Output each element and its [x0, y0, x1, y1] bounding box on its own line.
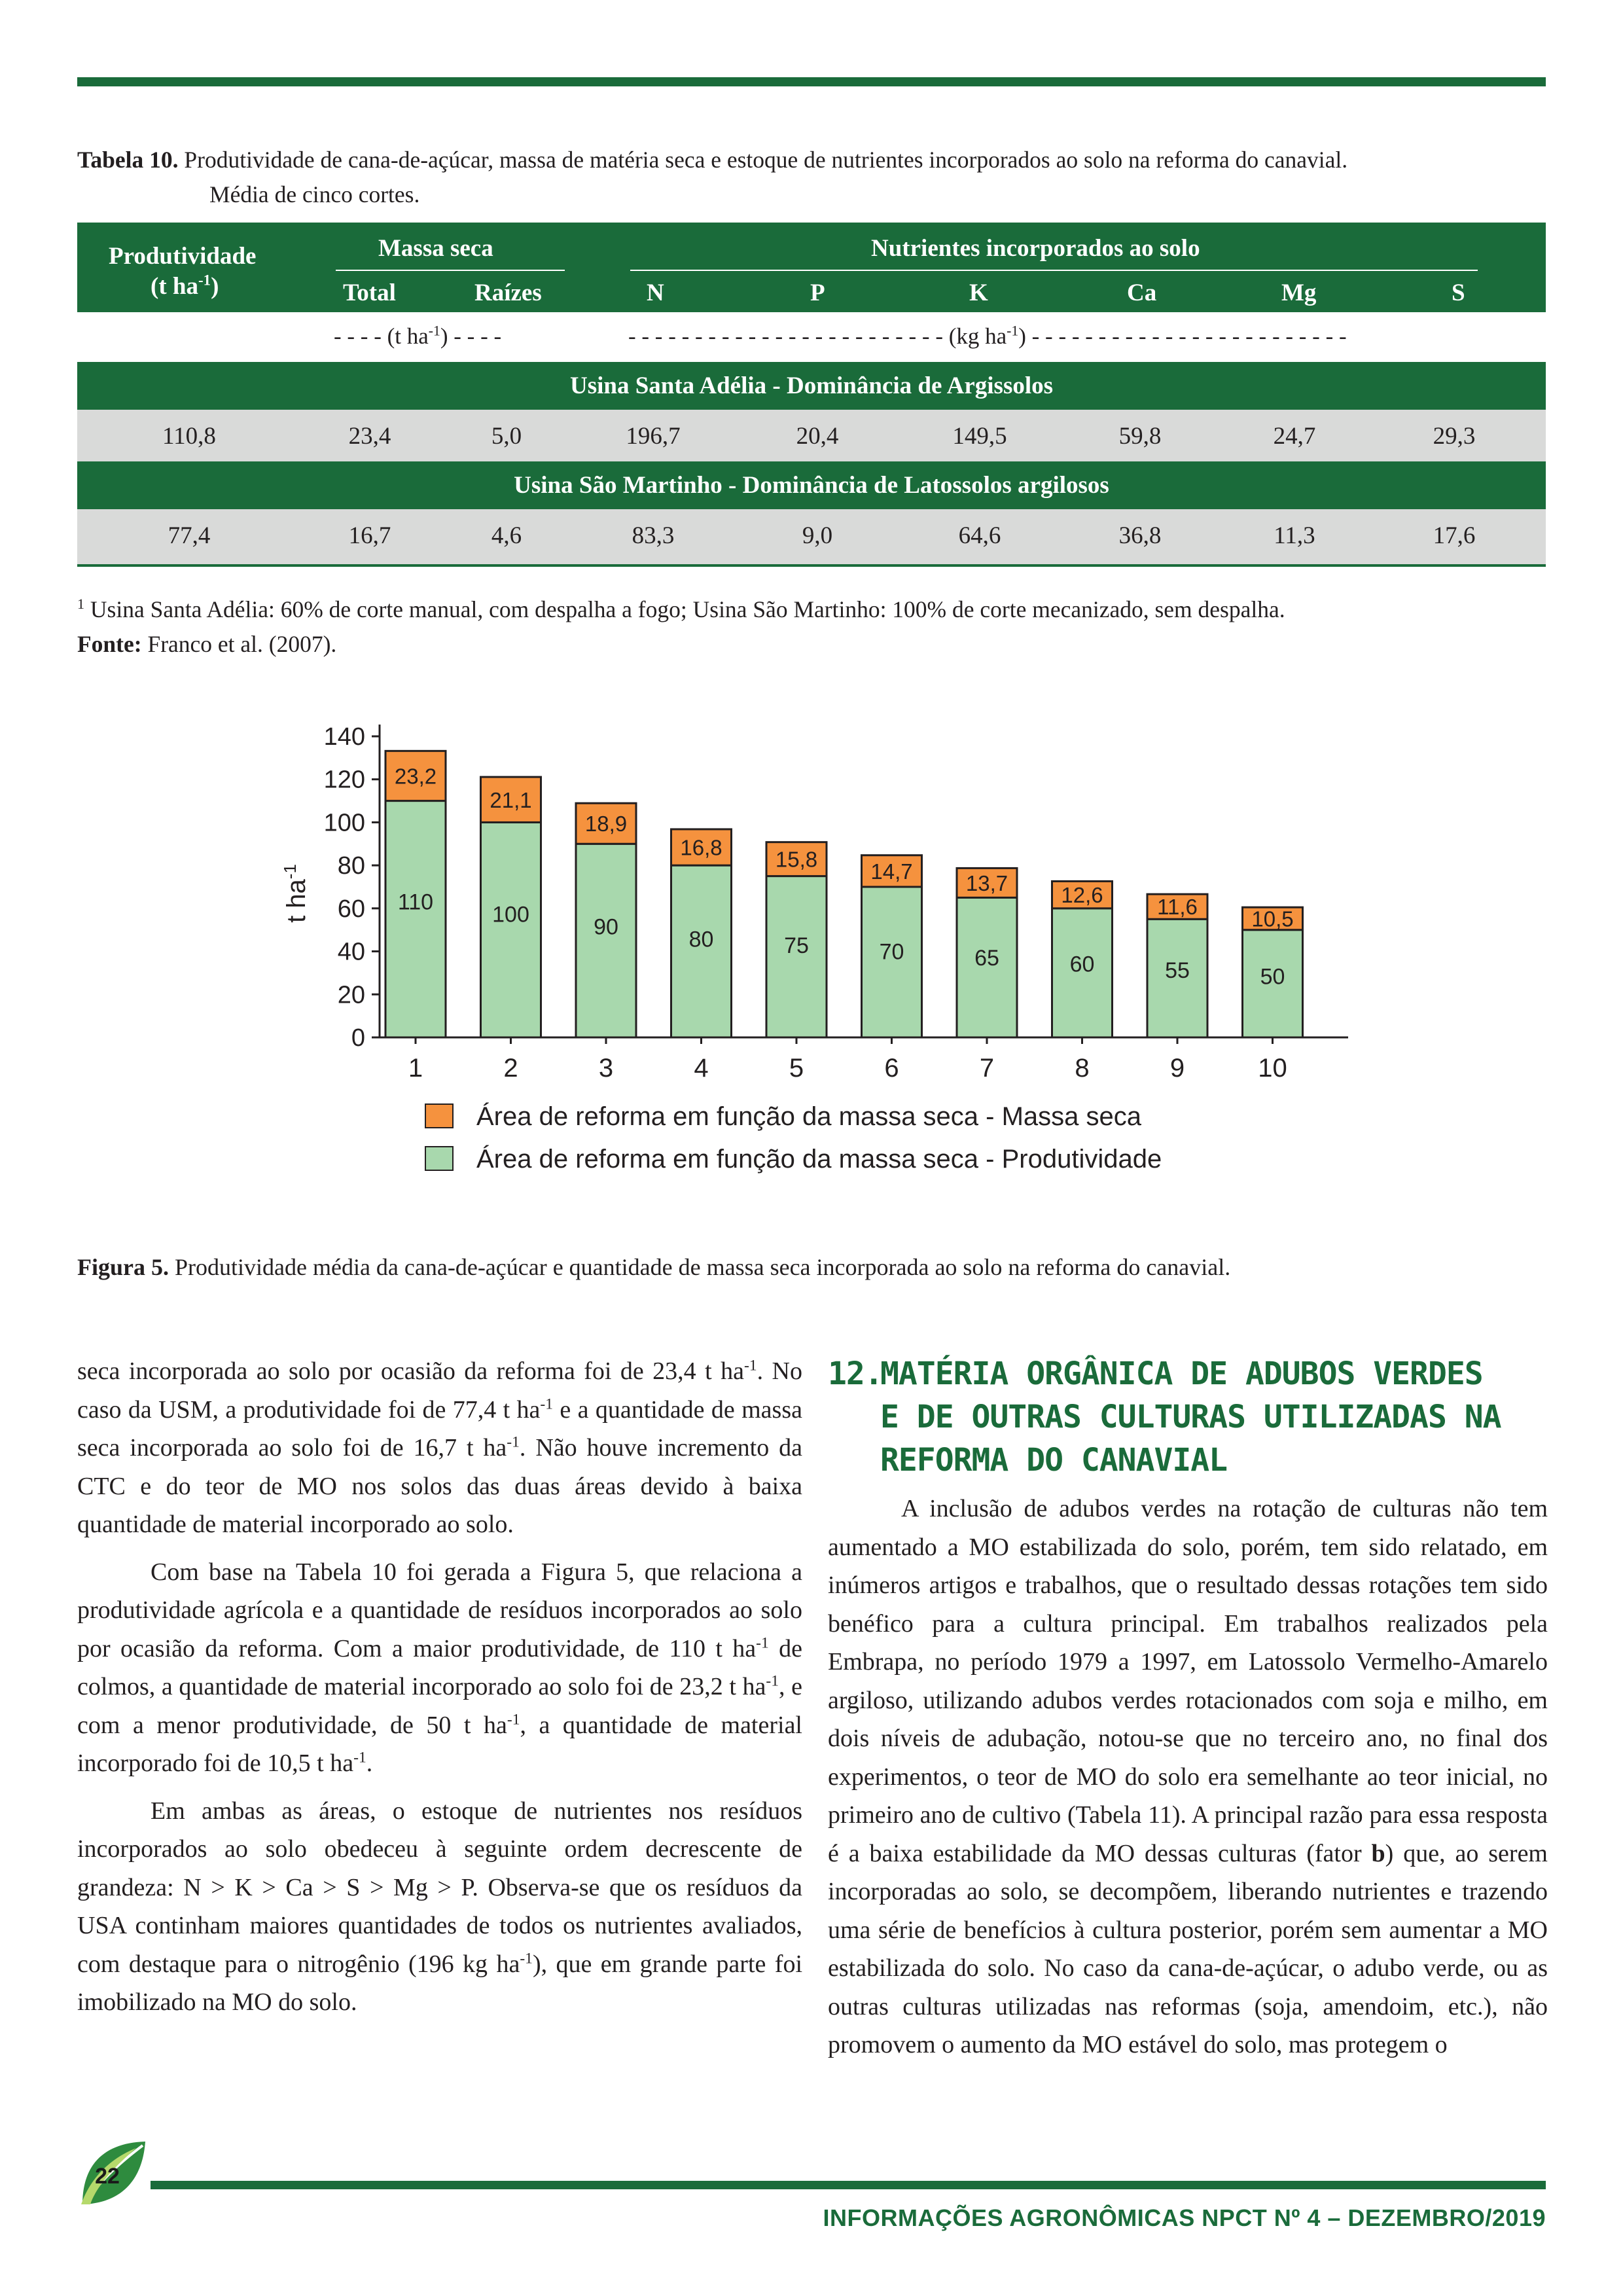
- legend-label: Área de reforma em função da massa seca - Massa seca: [476, 1102, 1142, 1131]
- y-axis-label: t $ha^{-1}$: [280, 864, 311, 923]
- journal-footer: INFORMAÇÕES AGRONÔMICAS NPCT Nº 4 – DEZEMBRO/2019: [823, 2204, 1546, 2231]
- data-label: 10,5: [1251, 906, 1294, 931]
- data-label: 11,6: [1157, 895, 1198, 920]
- header-col-n: N: [647, 279, 664, 306]
- data-label: 15,8: [775, 847, 818, 872]
- cell-produtividade: 77,4: [168, 522, 211, 549]
- header-col-ca: Ca: [1127, 279, 1157, 306]
- header-underline-massa: [336, 270, 565, 271]
- x-tick-label: 3: [598, 1054, 614, 1083]
- paragraph: Com base na Tabela 10 foi gerada a Figura 5, que relaciona a produtividade agrícola e a quantidade de resíduos incorporados ao solo por ocasião da reforma. Com a maior produtividade, de 110 t $ha^{-1}$ de colmos, a quantidade de material incorporado ao solo foi de 23,2 t $ha^{-1}$, e com a menor produtividade, de 50 t $ha^{-1}$, a quantidade de material incorporado foi de 10,5 t $ha^{-1}$.: [77, 1558, 803, 1777]
- x-tick-label: 10: [1258, 1054, 1287, 1083]
- section-heading-number: 12.: [828, 1355, 883, 1392]
- cell-raizes: 5,0: [491, 423, 522, 450]
- data-table: [77, 223, 1546, 567]
- top-rule: [77, 77, 1546, 86]
- figure-caption: [77, 1250, 1550, 1285]
- data-label: 50: [1260, 964, 1285, 990]
- cell-ca: 59,8: [1118, 423, 1162, 450]
- header-produtividade-unit: (t $ha^{-1}$): [151, 272, 219, 300]
- paragraph: A inclusão de adubos verdes na rotação de culturas não tem aumentado a MO estabilizada do solo, porém, tem sido relatado, em inúmeros artigos e trabalhos, que o resultado dessas rotações tem sido benéfico para a cultura principal. Em trabalhos realizados pela Embrapa, no período 1979 a 1997, em Latossolo Vermelho-Amarelo argiloso, utilizando adubos verdes rotacionados com soja e milho, em dois níveis de adubação, notou-se que no terceiro ano, no final dos experimentos, o teor de MO do solo era semelhante ao teor inicial, no primeiro ano de cultivo (Tabela 11). A principal razão para essa resposta é a baixa estabilidade da MO dessas culturas (fator b) que, ao serem incorporadas ao solo, se decompõem, liberando nutrientes e trazendo uma série de benefícios à cultura posterior, porém sem aumentar a MO estabilizada do solo. No caso da cana-de-açúcar, o adubo verde, ou as outras culturas utilizadas nas reformas (soja, amendoim, etc.), não promovem o aumento da MO estável do solo, mas protegem o: [828, 1495, 1548, 2058]
- data-label: 23,2: [394, 764, 437, 789]
- cell-k: 149,5: [952, 423, 1007, 450]
- data-label: 60: [1069, 952, 1095, 977]
- data-label: 13,7: [965, 870, 1008, 895]
- data-label: 12,6: [1061, 883, 1103, 908]
- footer-rule: [151, 2181, 1546, 2189]
- y-tick-label: 40: [337, 938, 365, 966]
- cell-mg: 11,3: [1274, 522, 1315, 549]
- data-label: 70: [879, 939, 904, 965]
- cell-n: 83,3: [632, 522, 675, 549]
- cell-n: 196,7: [626, 423, 681, 450]
- cell-mg: 24,7: [1273, 423, 1316, 450]
- data-label: 110: [397, 889, 434, 915]
- table-caption-label: Tabela 10.: [77, 147, 179, 173]
- data-label: 80: [688, 927, 714, 952]
- data-label: 90: [594, 914, 618, 940]
- cell-p: 20,4: [796, 423, 839, 450]
- data-label: 16,8: [680, 835, 722, 860]
- data-label: 75: [784, 933, 809, 959]
- data-label: 18,9: [584, 812, 628, 836]
- legend-label: Área de reforma em função da massa seca - Produtividade: [476, 1145, 1162, 1174]
- section-heading-line: REFORMA DO CANAVIAL: [880, 1442, 1228, 1479]
- table-bottom-rule: [77, 561, 1546, 567]
- section-heading: [828, 1352, 1548, 1482]
- x-tick-label: 5: [789, 1054, 804, 1083]
- cell-k: 64,6: [958, 522, 1001, 549]
- header-col-mg: Mg: [1281, 279, 1317, 306]
- table-caption-text: Produtividade de cana-de-açúcar, massa de matéria seca e estoque de nutrientes incorporados ao solo na reforma do canavial.: [178, 147, 1348, 173]
- header-col-total: Total: [343, 279, 396, 306]
- x-tick-label: 7: [979, 1054, 995, 1083]
- header-nutrientes: Nutrientes incorporados ao solo: [871, 235, 1200, 262]
- table-header: [77, 223, 1546, 312]
- data-label: 65: [974, 946, 999, 971]
- cell-s: 17,6: [1433, 522, 1476, 549]
- y-tick-label: 0: [351, 1024, 365, 1052]
- header-col-s: S: [1452, 279, 1465, 306]
- section-title: Usina Santa Adélia - Dominância de Argissolos: [77, 362, 1546, 410]
- header-col-k: K: [969, 279, 988, 306]
- legend-swatch: [425, 1147, 453, 1170]
- source-text: Franco et al. (2007).: [141, 631, 337, 657]
- data-label: 14,7: [870, 859, 913, 884]
- header-underline-nutrientes: [630, 270, 1478, 271]
- header-col-p: P: [810, 279, 825, 306]
- table-row: [77, 410, 1546, 461]
- table-row: [77, 509, 1546, 561]
- body-column-left: [77, 1352, 802, 2022]
- cell-ca: 36,8: [1118, 522, 1162, 549]
- header-col-raizes: Raízes: [474, 279, 542, 306]
- figure-caption-text: Produtividade média da cana-de-açúcar e quantidade de massa seca incorporada ao solo na reforma do canavial.: [169, 1254, 1231, 1280]
- section-title: Usina São Martinho - Dominância de Latossolos argilosos: [77, 461, 1546, 509]
- x-tick-label: 2: [503, 1054, 518, 1083]
- data-label: 100: [492, 902, 529, 927]
- section-heading-line: MATÉRIA ORGÂNICA DE ADUBOS VERDES: [880, 1355, 1483, 1392]
- bar-chart: [262, 707, 1374, 1217]
- x-tick-label: 1: [408, 1054, 423, 1083]
- cell-p: 9,0: [802, 522, 833, 549]
- y-tick-label: 60: [337, 895, 365, 923]
- legend-swatch: [425, 1104, 453, 1128]
- table-caption-text-2: Média de cinco cortes.: [209, 181, 420, 207]
- x-tick-label: 6: [884, 1054, 899, 1083]
- cell-total: 16,7: [348, 522, 391, 549]
- header-produtividade: Produtividade: [109, 243, 257, 270]
- body-column-right: [828, 1352, 1548, 2064]
- cell-produtividade: 110,8: [162, 423, 216, 450]
- x-tick-label: 4: [694, 1054, 709, 1083]
- source-label: Fonte:: [77, 631, 142, 657]
- table-caption: [77, 143, 1550, 212]
- cell-s: 29,3: [1433, 423, 1476, 450]
- figure-caption-label: Figura 5.: [77, 1254, 169, 1280]
- units-nutrientes: - - - - - - - - - - - - - - - - - - - - - - - - (kg $ha^{-1}$) - - - - - - - - - - - - - - - - - - - - - - - -: [628, 323, 1347, 349]
- table-footnote: $^1$ Usina Santa Adélia: 60% de corte manual, com despalha a fogo; Usina São Martinho: 100% de corte mecanizado, sem despalha. Fonte: Franco et al. (2007).: [77, 596, 1285, 657]
- paragraph: Em ambas as áreas, o estoque de nutrientes nos resíduos incorporados ao solo obedeceu à seguinte ordem decrescente de grandeza: N > K > Ca > S > Mg > P. Observa-se que os resíduos da USA continham maiores quantidades de todos os nutrientes avaliados, com destaque para o nitrogênio (196 kg $ha^{-1}$), que em grande parte foi imobilizado na MO do solo.: [77, 1797, 803, 2016]
- y-tick-label: 100: [323, 809, 365, 837]
- cell-raizes: 4,6: [491, 522, 522, 549]
- bar-produtividade: [481, 822, 541, 1037]
- header-massa-seca: Massa seca: [378, 235, 493, 262]
- bar-produtividade: [385, 801, 446, 1037]
- units-row: [77, 312, 1546, 362]
- x-tick-label: 8: [1075, 1054, 1090, 1083]
- data-label: 21,1: [490, 787, 532, 812]
- data-label: 55: [1165, 958, 1190, 984]
- y-tick-label: 140: [323, 723, 365, 751]
- page-number: 22: [95, 2164, 120, 2189]
- y-tick-label: 20: [337, 981, 365, 1009]
- units-massa: - - - - (t $ha^{-1}$) - - - -: [334, 323, 502, 349]
- paragraph: seca incorporada ao solo por ocasião da reforma foi de 23,4 t $ha^{-1}$. No caso da USM, a produtividade foi de 77,4 t $ha^{-1}$ e a quantidade de massa seca incorporada ao solo foi de 16,7 t $ha^{-1}$. Não houve incremento da CTC e do teor de MO nos solos das duas áreas devido à baixa quantidade de material incorporado ao solo.: [77, 1357, 802, 1538]
- y-tick-label: 120: [323, 766, 365, 794]
- bar-produtividade: [576, 844, 636, 1037]
- section-heading-line: E DE OUTRAS CULTURAS UTILIZADAS NA: [880, 1399, 1501, 1435]
- cell-total: 23,4: [348, 423, 391, 450]
- chart-svg: [262, 707, 1374, 1217]
- y-tick-label: 80: [337, 852, 365, 880]
- x-tick-label: 9: [1169, 1054, 1185, 1083]
